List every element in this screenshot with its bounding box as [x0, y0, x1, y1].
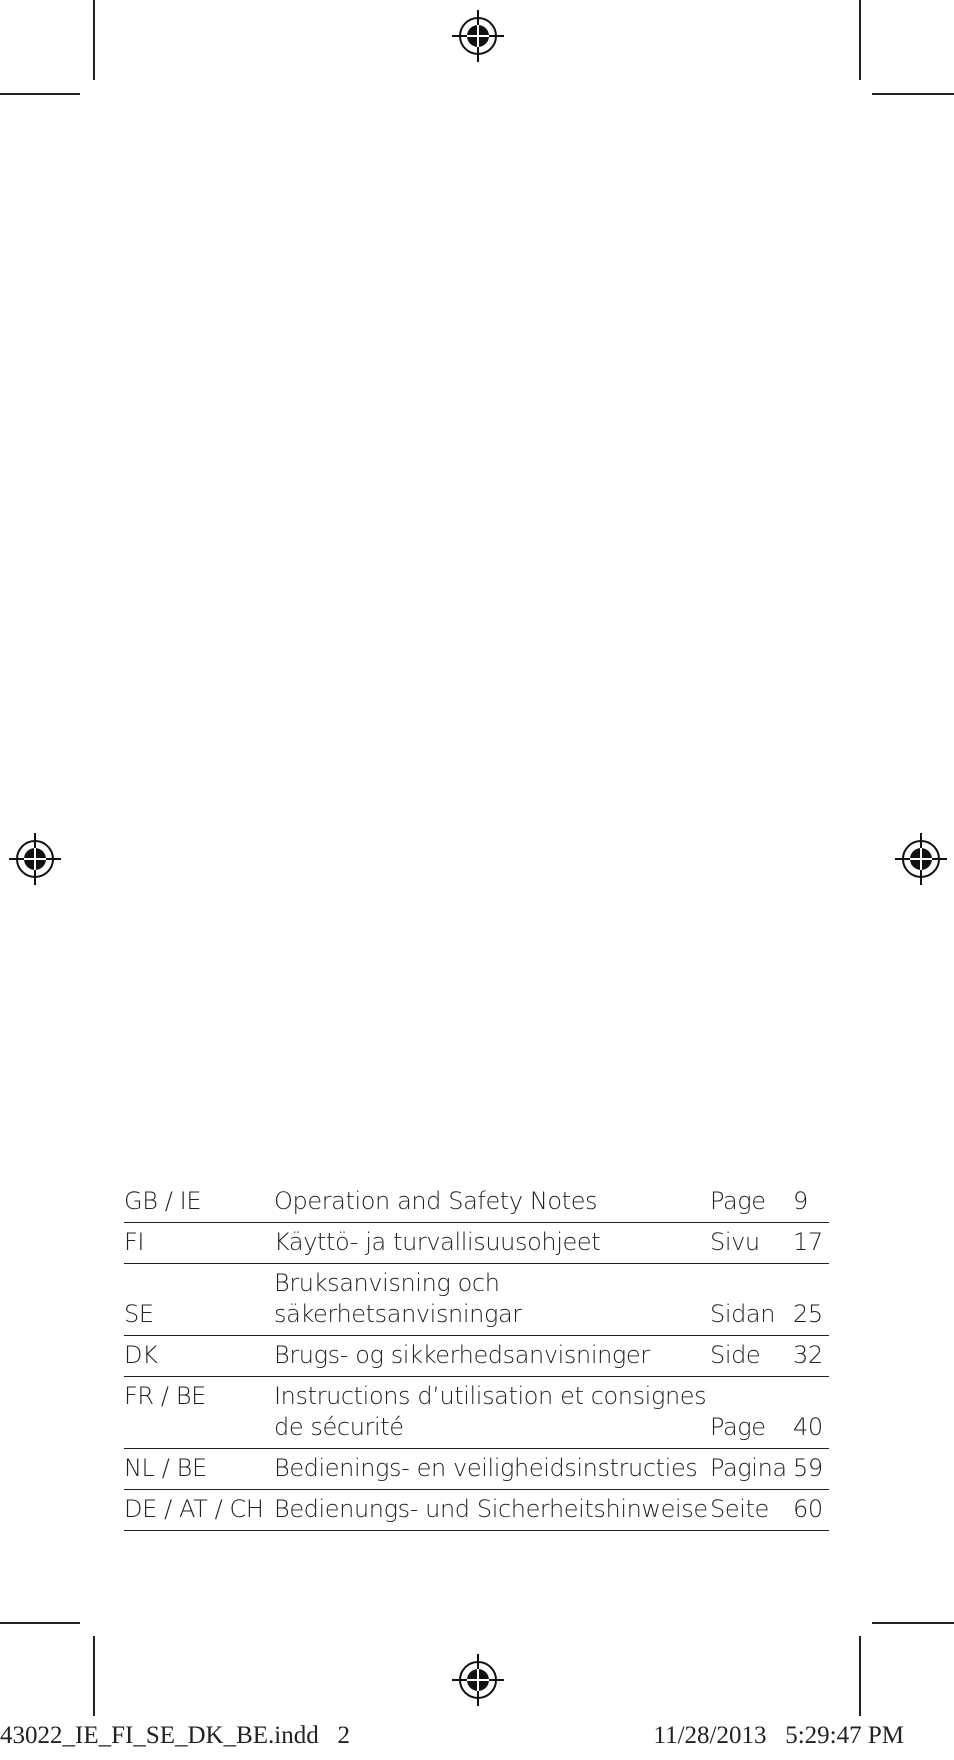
- section-title: Bedienungs- und Sicherheitshinweise: [274, 1495, 708, 1523]
- page-label: Page: [710, 1187, 766, 1215]
- page-number: 59: [793, 1454, 823, 1482]
- section-title: Operation and Safety Notes: [274, 1187, 598, 1215]
- page-label: Seite: [710, 1495, 769, 1523]
- table-row: [124, 1336, 829, 1377]
- crop-mark-top-right-horizontal: [872, 93, 954, 95]
- language-code: GB / IE: [124, 1187, 202, 1215]
- registration-mark-icon: [450, 1652, 506, 1708]
- page-number: 40: [793, 1413, 823, 1441]
- crop-mark-top-left-horizontal: [0, 93, 80, 95]
- section-title: Käyttö- ja turvallisuusohjeet: [274, 1228, 601, 1256]
- table-row: [124, 1186, 829, 1223]
- crop-mark-bottom-left-vertical: [93, 1636, 95, 1716]
- registration-mark-icon: [7, 831, 63, 887]
- language-code: DK: [124, 1341, 158, 1369]
- language-code: FR / BE: [124, 1382, 206, 1410]
- page-number: 17: [793, 1228, 823, 1256]
- crop-mark-top-left-vertical: [93, 0, 95, 80]
- section-title: Instructions d’utilisation et consignes de sécurité: [274, 1382, 707, 1441]
- page-number: 32: [793, 1341, 823, 1369]
- table-row: [124, 1223, 829, 1264]
- language-index-table: [124, 1186, 829, 1531]
- table-row: [124, 1449, 829, 1490]
- page-label: Pagina: [710, 1454, 787, 1482]
- slug-datetime: 11/28/2013 5:29:47 PM: [653, 1722, 904, 1749]
- crop-mark-top-right-vertical: [859, 0, 861, 80]
- table-row: [124, 1490, 829, 1531]
- page-label: Side: [710, 1341, 761, 1369]
- slug-filename: 43022_IE_FI_SE_DK_BE.indd 2: [0, 1722, 350, 1749]
- table-row: [124, 1377, 829, 1449]
- crop-mark-bottom-left-horizontal: [0, 1622, 80, 1624]
- language-code: DE / AT / CH: [124, 1495, 264, 1523]
- page-label: Page: [710, 1413, 766, 1441]
- language-code: FI: [124, 1228, 145, 1256]
- crop-mark-bottom-right-vertical: [859, 1636, 861, 1716]
- section-title: Bedienings- en veiligheidsinstructies: [274, 1454, 698, 1482]
- registration-mark-icon: [893, 831, 949, 887]
- section-title: Brugs- og sikkerhedsanvisninger: [274, 1341, 650, 1369]
- page-label: Sidan: [710, 1300, 776, 1328]
- table-row: [124, 1264, 829, 1336]
- page-label: Sivu: [710, 1228, 760, 1256]
- page-number: 60: [793, 1495, 823, 1523]
- page-number: 9: [793, 1187, 808, 1215]
- language-code: NL / BE: [124, 1454, 207, 1482]
- registration-mark-icon: [450, 8, 506, 64]
- section-title: Bruksanvisning och säkerhetsanvisningar: [274, 1269, 522, 1328]
- page-number: 25: [793, 1300, 823, 1328]
- language-code: SE: [124, 1300, 154, 1328]
- crop-mark-bottom-right-horizontal: [872, 1622, 954, 1624]
